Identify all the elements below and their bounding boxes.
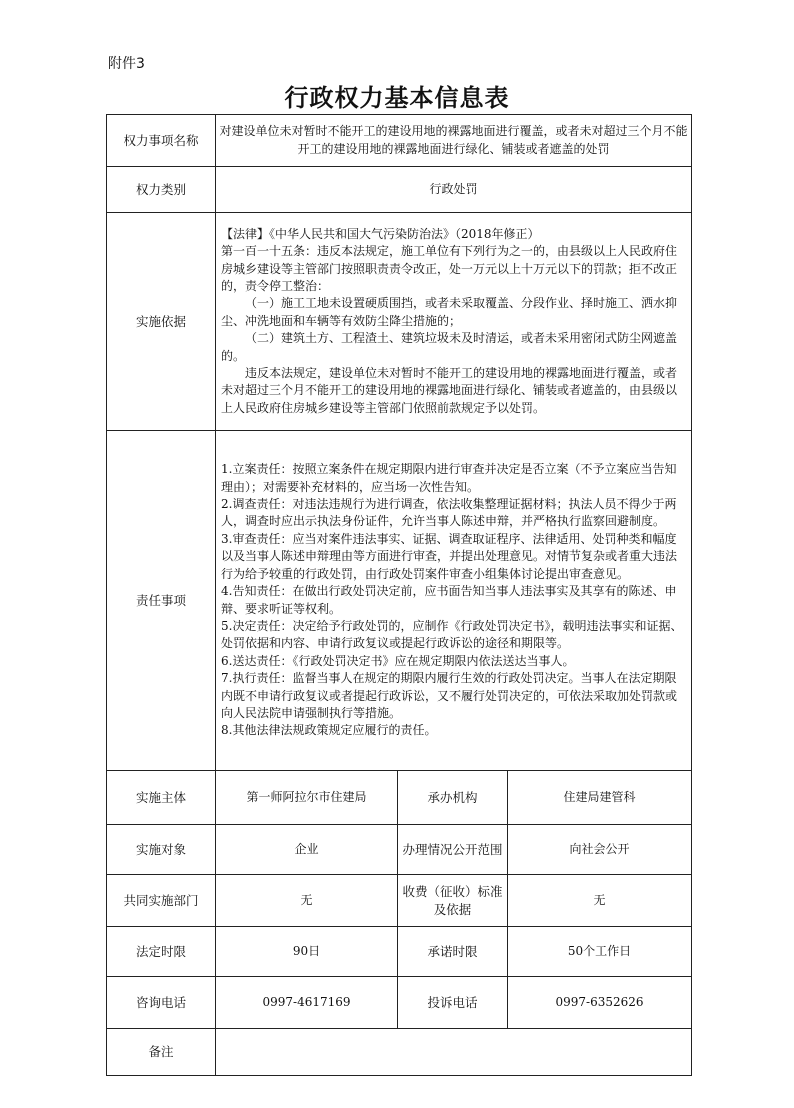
fee-standard-value: 无: [508, 875, 692, 927]
duty-item: 7.执行责任：监督当事人在规定的期限内履行生效的行政处罚决定。当事人在法定期限内既不申请行政复议或者提起行政诉讼，又不履行处罚决定的，可依法采取加处罚款或向人民法院申请强制执行等措施。: [221, 671, 678, 720]
subject-label: 实施主体: [107, 771, 216, 825]
basis-law-title: 【法律】《中华人民共和国大气污染防治法》（2018年修正）: [221, 226, 540, 241]
disclosure-label: 办理情况公开范围: [398, 825, 508, 875]
promised-limit-value: 50个工作日: [508, 927, 692, 977]
duty-item: 8.其他法律法规政策规定应履行的责任。: [221, 723, 437, 738]
power-category-label: 权力类别: [107, 167, 216, 213]
undertaking-value: 住建局建管科: [508, 771, 692, 825]
row-time-limit: [107, 927, 692, 977]
joint-dept-label: 共同实施部门: [107, 875, 216, 927]
duty-item: 5.决定责任：决定给予行政处罚的，应制作《行政处罚决定书》，载明违法事实和证据、处罚依据和内容、申请行政复议或提起行政诉讼的途径和期限等。: [221, 618, 683, 651]
row-remark: [107, 1029, 692, 1076]
info-table: [106, 114, 692, 1076]
undertaking-label: 承办机构: [398, 771, 508, 825]
subject-value: 第一师阿拉尔市住建局: [216, 771, 398, 825]
row-phone: [107, 977, 692, 1029]
row-target: [107, 825, 692, 875]
attachment-label: 附件3: [108, 56, 145, 72]
target-label: 实施对象: [107, 825, 216, 875]
page-title: 行政权力基本信息表: [284, 83, 510, 112]
remark-value: [216, 1029, 692, 1076]
row-subject: [107, 771, 692, 825]
duty-item: 3.审查责任：应当对案件违法事实、证据、调查取证程序、法律适用、处罚种类和幅度以及当事人陈述申辩理由等方面进行审查，并提出处理意见。对情节复杂或者重大违法行为给予较重的行政处罚，由行政处罚案件审查小组集体讨论提出审查意见。: [221, 531, 678, 581]
consult-phone-value: 0997-4617169: [216, 977, 398, 1029]
complaint-phone-label: 投诉电话: [398, 977, 508, 1029]
row-basis: [107, 213, 692, 431]
basis-clause-2: （二）建筑土方、工程渣土、建筑垃圾未及时清运，或者未采用密闭式防尘网遮盖的。: [221, 331, 678, 363]
duty-item: 2.调查责任：对违法违规行为进行调查，依法收集整理证据材料；执法人员不得少于两人，调查时应出示执法身份证件，允许当事人陈述申辩，并严格执行监察回避制度。: [221, 497, 677, 529]
consult-phone-label: 咨询电话: [107, 977, 216, 1029]
legal-limit-label: 法定时限: [107, 927, 216, 977]
target-value: 企业: [216, 825, 398, 875]
promised-limit-label: 承诺时限: [398, 927, 508, 977]
duty-item: 4.告知责任：在做出行政处罚决定前，应书面告知当事人违法事实及其享有的陈述、申辩、要求听证等权利。: [221, 584, 677, 616]
power-name-label: 权力事项名称: [107, 115, 216, 167]
joint-dept-value: 无: [216, 875, 398, 927]
duties-label: 责任事项: [107, 431, 216, 771]
row-duties: [107, 431, 692, 771]
basis-clause-1: （一）施工工地未设置硬质围挡，或者未采取覆盖、分段作业、择时施工、洒水抑尘、冲洗地面和车辆等有效防尘降尘措施的；: [221, 296, 678, 328]
power-category-value: 行政处罚: [216, 167, 692, 213]
disclosure-value: 向社会公开: [508, 825, 692, 875]
basis-article: 第一百一十五条：违反本法规定，施工单位有下列行为之一的，由县级以上人民政府住房城乡建设等主管部门按照职责责令改正，处一万元以上十万元以下的罚款；拒不改正的，责令停工整治：: [221, 244, 678, 293]
row-joint: [107, 875, 692, 927]
duty-item: 1.立案责任：按照立案条件在规定期限内进行审查并决定是否立案（不予立案应当告知理由）；对需要补充材料的，应当场一次性告知。: [221, 462, 677, 494]
basis-label: 实施依据: [107, 213, 216, 431]
duty-item: 6.送达责任：《行政处罚决定书》应在规定期限内依法送达当事人。: [221, 653, 575, 668]
basis-content: [216, 213, 692, 431]
complaint-phone-value: 0997-6352626: [508, 977, 692, 1029]
row-power-name: [107, 115, 692, 167]
remark-label: 备注: [107, 1029, 216, 1076]
legal-limit-value: 90日: [216, 927, 398, 977]
basis-paragraph-2: 违反本法规定，建设单位未对暂时不能开工的建设用地的裸露地面进行覆盖，或者未对超过三个月不能开工的建设用地的裸露地面进行绿化、铺装或者遮盖的，由县级以上人民政府住房城乡建设等主管部门依照前款规定予以处罚。: [221, 366, 678, 415]
fee-standard-label: 收费（征收）标准及依据: [398, 875, 508, 927]
duties-content: [216, 431, 692, 771]
power-name-value: 对建设单位未对暂时不能开工的建设用地的裸露地面进行覆盖，或者未对超过三个月不能开工的建设用地的裸露地面进行绿化、铺装或者遮盖的处罚: [216, 115, 692, 167]
row-power-category: [107, 167, 692, 213]
